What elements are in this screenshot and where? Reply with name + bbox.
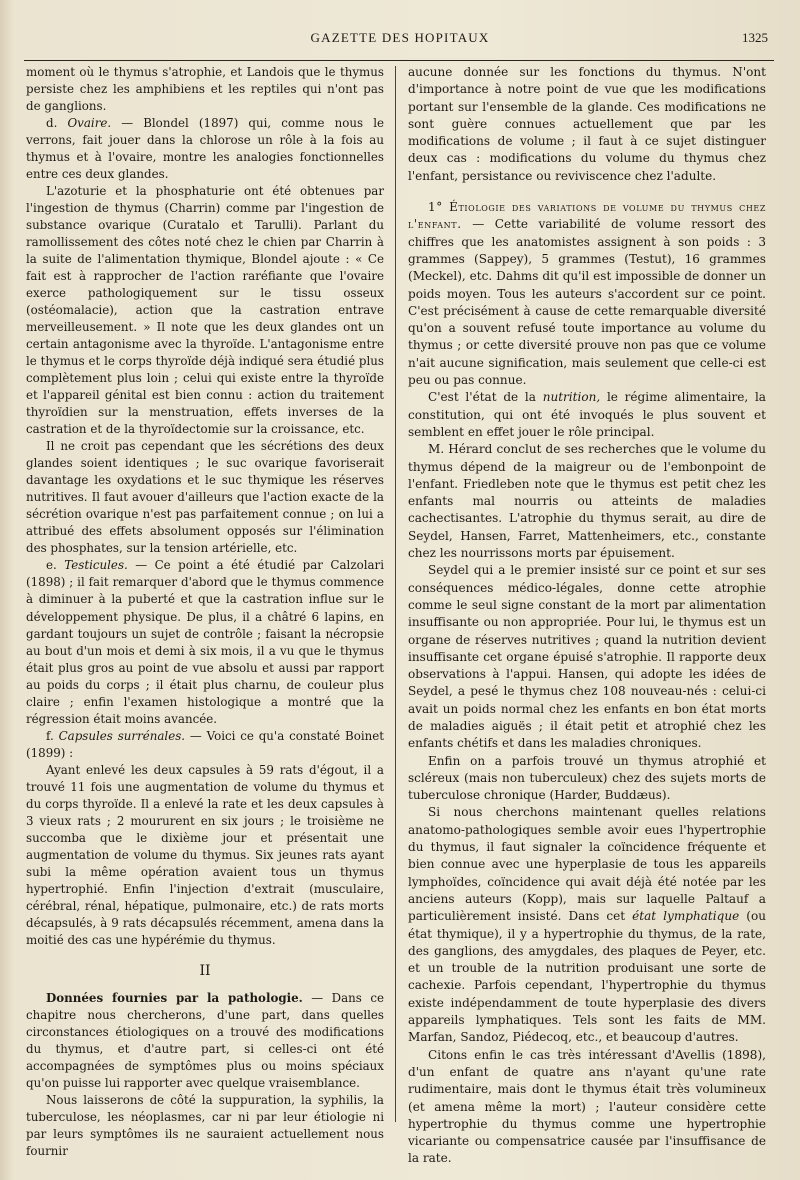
item-label: f. xyxy=(46,728,59,743)
emphasis: état lymphatique xyxy=(632,909,740,924)
section-text: — Dans ce chapitre nous chercherons, d'une part, dans quelles circonstances étiologiques on a trouvé des modifications du thymus, et d'autre part, si celles-ci ont été accompagnées de symptômes plus ou moins spéciaux qu'on puisse lui rapporter avec quelque vraisemblance. xyxy=(26,990,384,1090)
emphasis: nutrition, xyxy=(542,390,601,405)
paragraph-ovaire xyxy=(26,115,384,183)
item-label: d. xyxy=(46,116,68,131)
paragraph: Nous laisserons de côté la suppuration, la syphilis, la tuberculose, les néoplasmes, car ni par leur étiologie ni par leurs symptômes ils ne sauraient actuellement nous fournir xyxy=(26,1092,384,1158)
paragraph: Citons enfin le cas très intéressant d'Avellis (1898), d'un enfant de quatre ans n'ayant qu'une rate rudimentaire, mais dont le thymus était très volumineux (et amena même la mort) ; l'auteur considère cette hypertrophie du thymus comme une hypertrophie vicariante ou compensatrice causée par l'insuffisance de la rate. xyxy=(408,1047,766,1166)
item-title: Testicules. xyxy=(64,558,128,573)
paragraph-pathologie xyxy=(26,990,384,1092)
paragraph-lymphatique xyxy=(408,804,766,1046)
paragraph: Seydel qui a le premier insisté sur ce point et sur ses conséquences médico-légales, donne cette atrophie comme le seul signe constant de la mort par alimentation insuffisante ou non appropriée. Pour lui, le thymus est un organe de réserves nutritives ; quand la nutrition devient insuffisante cet organe épuisé s'atrophie. Il rapporte deux observations à l'appui. Hansen, qui adopte les idées de Seydel, a pesé le thymus chez 108 nouveau-nés : celui-ci avait un poids normal chez les enfants en bon état morts de maladies aiguës ; il était petit et atrophié chez les enfants chétifs et dans les maladies chroniques. xyxy=(408,563,766,751)
text-run: le régime alimentaire, la constitution, qui ont été invoqués le plus souvent et semblent en effet jouer le rôle principal. xyxy=(408,390,766,439)
paragraph-nutrition xyxy=(408,389,766,441)
text-run: Si nous cherchons maintenant quelles relations anatomo-pathologiques semble avoir eues l'hypertrophie du thymus, il faut signaler la coïncidence fréquente et bien connue avec une hyperplasie de tous les appareils lymphoïdes, coïncidence qui avait déjà été notée par les anciens auteurs (Kopp), mais sur laquelle Paltauf a particulièrement insisté. xyxy=(408,805,766,924)
page-header xyxy=(0,30,800,52)
paragraph-testicules xyxy=(26,557,384,727)
paragraph: Il ne croit pas cependant que les sécrétions des deux glandes soient identiques ; le suc ovarique favoriserait davantage les oxydations et le suc thymique les réserves nutritives. Il faut avouer d'ailleurs que l'action exacte de la sécrétion ovarique n'est pas parfaitement connue ; on lui a attribué des effets absolument opposés sur l'élimination des phosphates, sur la tension artérielle, etc. xyxy=(26,439,384,556)
subsection-text: — Cette variabilité de volume ressort des chiffres que les anatomistes assignent à son poids : 3 grammes (Sappey), 5 grammes (Testut), 16 grammes (Meckel), etc. Dahms dit qu'il est impossible de donner un poids moyen. Tous les auteurs s'accordent sur ce point. C'est précisément à cause de cette remarquable diversité qu'on a souvent refusé toute importance au volume du thymus ; or cette diversité prouve non pas que ce volume n'ait aucune signification, mais seulement que celle-ci est peu ou pas connue. xyxy=(408,217,766,388)
paragraph: aucune donnée sur les fonctions du thymus. N'ont d'importance à notre point de vue que les modifications portant sur l'ensemble de la glande. Ces modifications ne sont guère connues actuellement que par les modifications de volume ; il faut à ce sujet distinguer deux cas : modifications du volume du thymus chez l'enfant, persistance ou reviviscence chez l'adulte. xyxy=(408,65,766,183)
spacer xyxy=(408,185,766,199)
paragraph-etiologie xyxy=(408,199,766,389)
paragraph: moment où le thymus s'atrophie, et Landois que le thymus persiste chez les amphibiens et les reptiles qui n'ont pas de ganglions. xyxy=(26,65,384,114)
header-rule xyxy=(24,60,774,61)
right-column xyxy=(408,64,766,1168)
paragraph: Enfin on a parfois trouvé un thymus atrophié et scléreux (mais non tuberculeux) chez des sujets morts de tuberculose chronique (Harder, Buddæus). xyxy=(408,753,766,803)
item-label: e. xyxy=(46,558,65,573)
item-text: — Blondel (1897) qui, comme nous le verrons, fait jouer dans la chlorose un rôle à la fois au thymus et à l'ovaire, montre les analogies fonctionnelles entre ces deux glandes. xyxy=(26,116,384,182)
page-number: 1325 xyxy=(742,30,768,45)
item-title: Ovaire. xyxy=(67,116,112,131)
subsection-heading: 1° Étiologie des variations de volume du thymus chez l'enfant. xyxy=(408,200,766,232)
column-divider xyxy=(395,66,396,1122)
left-column xyxy=(26,64,384,1160)
text-run: C'est l'état de la xyxy=(428,390,543,405)
running-title: GAZETTE DES HOPITAUX xyxy=(310,30,490,45)
paragraph: L'azoturie et la phosphaturie ont été obtenues par l'ingestion de thymus (Charrin) comme par l'ingestion de substance ovarique (Curatalo et Tarulli). Parlant du ramollissement des côtes noté chez le chien par Charrin à la suite de l'alimentation thymique, Blondel ajoute : « Ce fait est à rapprocher de l'action raréfiante que l'ovaire exerce pathologiquement sur le tissu osseux (ostéomalacie), action que la castration entrave merveilleusement. » Il note que les deux glandes ont un certain antagonisme avec la thyroïde. L'antagonisme entre le thymus et le corps thyroïde déjà indiqué sera étudié plus complètement plus loin ; celui qui existe entre la thyroïde et l'appareil génital est bien connu : action du traitement thyroïdien sur la menstruation, effets inverses de la castration et de la thyroïdectomie sur la croissance, etc. xyxy=(26,184,384,437)
paragraph: M. Hérard conclut de ses recherches que le volume du thymus dépend de la maigreur ou de l'embonpoint de l'enfant. Friedleben note que le thymus est petit chez les enfants mal nourris ou atteints de maladies cachectisantes. L'atrophie du thymus serait, au dire de Seydel, Hansen, Farret, Mattenheimers, etc., constante chez les nourrissons morts par épuisement. xyxy=(408,442,766,561)
paragraph: Ayant enlevé les deux capsules à 59 rats d'égout, il a trouvé 11 fois une augmentation de volume du thymus et du corps thyroïde. Il a enlevé la rate et les deux capsules à 3 vieux rats ; 2 moururent en six jours ; le troisième ne succomba que le dixième jour et présentait une augmentation de volume du thymus. Six jeunes rats ayant subi la même opération avaient tous un thymus hypertrophié. Enfin l'injection d'extrait (musculaire, cérébral, rénal, hépatique, pulmonaire, etc.) de rats morts décapsulés, à 9 rats décapsulés récemment, amena dans la moitié des cas une hypérémie du thymus. xyxy=(26,762,384,947)
item-text: — Ce point a été étudié par Calzolari (1898) ; il fait remarquer d'abord que le thymus commence à diminuer à la puberté et que la castration influe sur le développement physique. De plus, il a châtré 6 lapins, en gardant toujours un sujet de contrôle ; faisant la nécropsie au bout d'un mois et demi à six mois, il a vu que le thymus était plus gros au point de vue absolu et aussi par rapport au poids du corps ; il était plus charnu, de couleur plus claire ; enfin l'examen histologique a montré que la régression était moins avancée. xyxy=(26,558,384,726)
text-run: Dans cet xyxy=(561,909,633,924)
item-text: — Voici ce qu'a constaté Boinet (1899) : xyxy=(26,728,385,760)
section-numeral: II xyxy=(199,962,211,979)
section-heading: Données fournies par la pathologie. xyxy=(46,990,303,1005)
text-run: (ou état thymique), il y a hypertrophie du thymus, de la rate, des ganglions, des amygdales, des plaques de Peyer, etc. et un trouble de la nutrition produisant une sorte de cachexie. Parfois cependant, l'hypertrophie du thymus existe indépendamment de toute hyperplasie des divers appareils lymphatiques. Tels sont les faits de MM. Marfan, Sandoz, Piédecoq, etc., et beaucoup d'autres. xyxy=(408,909,766,1045)
paragraph-capsules xyxy=(26,728,384,762)
item-title: Capsules surrénales. xyxy=(58,728,186,743)
